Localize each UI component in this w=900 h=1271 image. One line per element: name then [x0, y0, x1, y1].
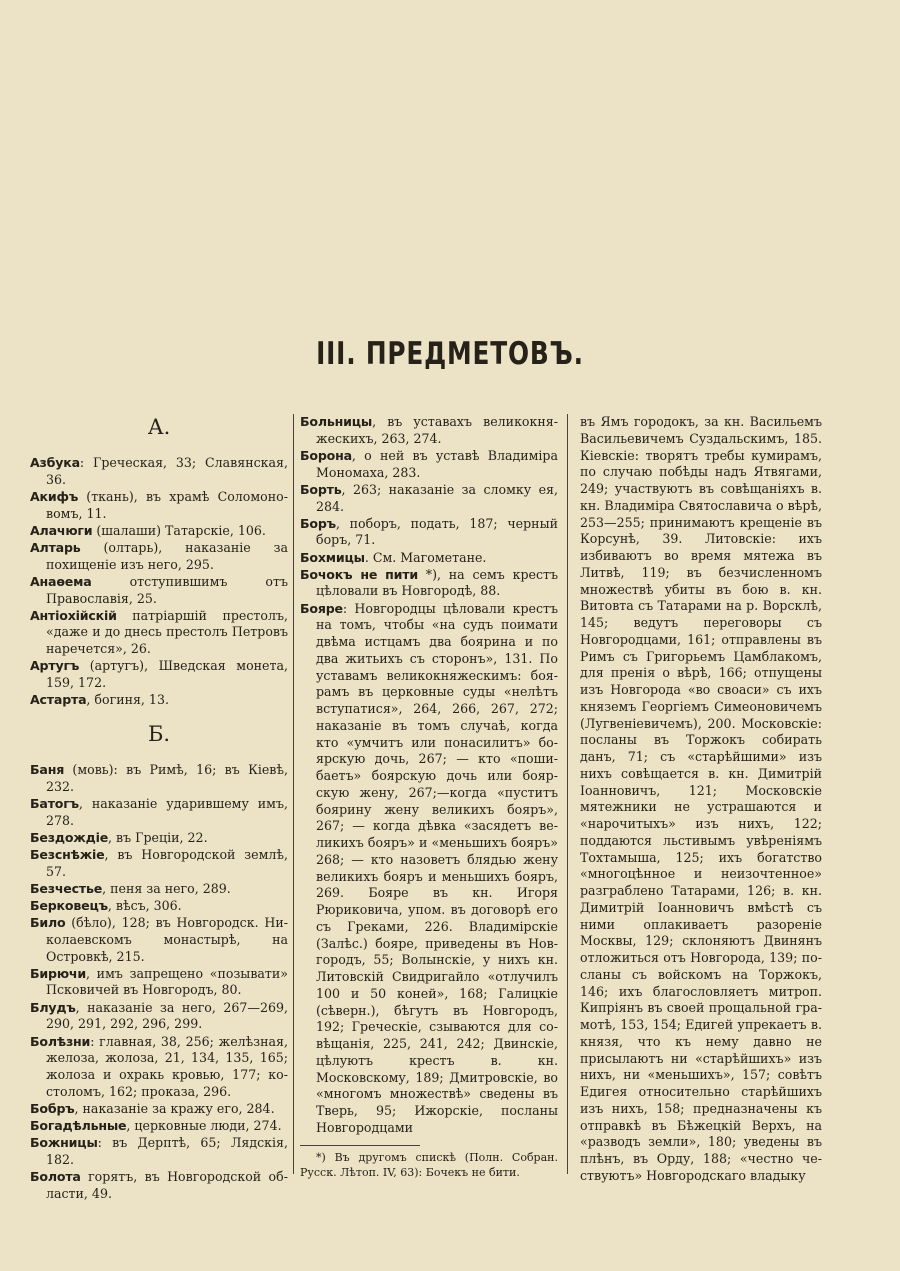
entry-text: : главная, 38, 256; желѣзная, желоза, жолоза, 21, 134, 135, 165; жолоза и охракь кровью, 177; костоломъ, 162; проказа, 296. [46, 1033, 288, 1099]
entry-term: Безснѣжіе [30, 846, 105, 862]
entry-term: Берковецъ [30, 897, 108, 913]
entry-text: , наказаніе за него, 267—269, 290, 291, 292, 296, 299. [46, 999, 288, 1032]
entry-term: Баня [30, 761, 65, 777]
entry-term: Блудъ [30, 999, 76, 1015]
entry-text: (шалаши) Татарскіе, 106. [92, 522, 266, 538]
index-entry [30, 1118, 288, 1135]
entry-text: (мовь): въ Римѣ, 16; въ Кіевѣ, 232. [46, 761, 288, 794]
entry-text: , церковные люди, 274. [126, 1118, 282, 1134]
index-entry [300, 482, 558, 516]
entry-text: горятъ, въ Новгородской области, 49. [46, 1169, 288, 1201]
index-entry [30, 540, 288, 574]
footnote-rule [300, 1145, 420, 1146]
section-letter-b: Б. [147, 721, 171, 746]
page-title: III. ПРЕДМЕТОВЪ. [316, 336, 584, 372]
index-entry [300, 567, 558, 601]
index-entry [30, 455, 288, 489]
entry-term: Бобръ [30, 1100, 75, 1116]
index-entry [30, 898, 288, 915]
entry-text: , имъ запрещено «позывати» Псковичей въ Новгородъ, 80. [46, 965, 288, 998]
index-entry [300, 601, 558, 1137]
entry-term: Бездождіе [30, 829, 109, 845]
index-entry [30, 1169, 288, 1203]
entry-text: , пеня за него, 289. [102, 880, 231, 896]
entry-term: Болота [30, 1169, 81, 1185]
index-entry [30, 1135, 288, 1169]
entry-text: , богиня, 13. [86, 692, 169, 708]
index-entry [300, 414, 558, 448]
entry-text: , въ Новгородской землѣ, 57. [46, 846, 288, 879]
index-entry [30, 574, 288, 608]
index-entry [30, 489, 288, 523]
entry-text: , въ уставахъ великокняжескихъ, 263, 274. [316, 414, 558, 446]
index-entry [30, 915, 288, 965]
entry-text: *), на семъ крестъ цѣловали въ Новгородѣ, 88. [316, 566, 558, 599]
index-entry [30, 966, 288, 1000]
footnote: *) Въ другомъ спискѣ (Полн. Собран. Русск. Лѣтоп. IV, 63): Бочекъ не бити. [300, 1150, 558, 1179]
entry-term: Бояре [300, 600, 343, 616]
entry-text: : въ Дерптѣ, 65; Лядскія, 182. [46, 1135, 288, 1167]
entry-term: Артугъ [30, 658, 80, 674]
index-entry [30, 796, 288, 830]
entry-text: (олтарь), наказаніе за похищеніе изъ него, 295. [46, 539, 288, 572]
entries-a [30, 455, 288, 709]
continued-entry: въ Ямъ городокъ, за кн. Васильемъ Васильевичемъ Суздальскимъ, 185. Кіевскіе: творятъ требы кумирамъ, по случаю побѣды надъ Ятвягами, 249; участвуютъ въ совѣщаніяхъ в. кн. Владиміра Святославича о вѣрѣ, 253—255; принимаютъ крещеніе въ Корсунѣ, 39. Литовскіе: ихъ избиваютъ во время мятежа въ Литвѣ, 119; въ безчисленномъ множествѣ убиты въ бою в. кн. Витовта съ Татарами на р. Ворсклѣ, 145; ведутъ переговоры съ Новгородцами, 161; отправлены въ Римъ съ Григорьемъ Цамблакомъ, для пренія о вѣрѣ, 166; отпущены изъ Новгорода «во своаси» съ ихъ княземъ Георгіемъ Симеоновичемъ (Лугвеніевичемъ), 200. Московскіе: посланы въ Торжокъ собирать данъ, 71; съ «старѣйшими» изъ нихъ совѣщается в. кн. Димитрій Іоанновичъ, 121; Московскіе мятежники не устрашаются и «нарочитыхъ» изъ нихъ, 122; поддаются льстивымъ увѣреніямъ Тохтамыша, 125; ихъ богатство «многоцѣнное и неизочтенное» разграблено Татарами, 126; в. кн. Димитрій Іоанновичъ вмѣстѣ съ ними оплакиваетъ разореніе Москвы, 129; склоняютъ Двинянъ отложиться отъ Новгорода, 139; посланы съ войскомъ на Торжокъ, 146; ихъ благословляетъ митроп. Кипріянъ въ своей прощальной грамотѣ, 153, 154; Едигей упрекаетъ в. князя, что къ нему давно не присылаютъ ни «старѣйшихъ» изъ нихъ, ни «меньшихъ», 157; совѣтъ Едигея относительно старѣйшихъ изъ нихъ, 158; предназначены къ отправкѣ въ Бѣжецкій Верхъ, на «разводъ земли», 180; уведены въ плѣнъ, въ Орду, 188; «честно чествуютъ» Новгородскаго владыку [580, 414, 822, 1183]
entry-term: Боръ [300, 515, 336, 531]
entry-term: Безчестье [30, 880, 103, 896]
index-entry [30, 847, 288, 881]
entry-text: , 263; наказаніе за сломку ея, 284. [316, 481, 558, 514]
entry-text: , въ Греціи, 22. [108, 829, 208, 845]
index-entry [30, 1000, 288, 1034]
index-entry [30, 762, 288, 796]
entry-term: Божницы [30, 1135, 98, 1151]
entry-text: (ткань), въ храмѣ Соломоновомъ, 11. [46, 488, 288, 521]
entry-term: Больницы [300, 414, 373, 429]
entry-term: Борона [300, 447, 352, 463]
entry-term: Било [30, 915, 66, 931]
entry-term: Алачюги [30, 522, 93, 538]
entry-term: Болѣзни [30, 1033, 91, 1049]
entry-term: Бирючи [30, 965, 86, 981]
entry-text: патріаршій престолъ, «даже и до днесь престолъ Петровъ наречется», 26. [46, 607, 288, 657]
entry-term: Азбука [30, 455, 80, 470]
column-divider-right [567, 414, 568, 1174]
entry-term: Анаѳема [30, 573, 92, 589]
index-entry [30, 608, 288, 658]
entry-text: , наказаніе ударившему имъ, 278. [46, 795, 288, 828]
column-left [30, 414, 288, 1203]
section-letter-a: А. [147, 415, 171, 439]
column-middle [300, 414, 558, 1180]
entry-term: Алтарь [30, 539, 81, 555]
index-entry [300, 516, 558, 550]
entry-term: Борть [300, 481, 342, 497]
entry-text: , поборъ, подать, 187; черный боръ, 71. [316, 515, 558, 548]
index-entry [300, 448, 558, 482]
entry-term: Антіохійскій [30, 607, 117, 623]
index-entry [30, 1034, 288, 1101]
column-divider-left [293, 414, 294, 1174]
entry-term: Бочокъ не пити [300, 566, 418, 582]
entry-text: (артугъ), Шведская монета, 159, 172. [46, 658, 288, 691]
entry-text: : Новгородцы цѣловали крестъ на томъ, чтобы «на судъ поимати двѣма истцамъ два боярина и по два житьихъ съ сторонъ», 131. По уставамъ великокняжескимъ: боярамъ въ церковные суды «нелѣтъ вступатися», 264, 266, 267, 272; наказаніе въ томъ случаѣ, когда кто «умчитъ или понасилитъ» боярскую дочь, 267; — кто «пошибаетъ» боярскую дочь или боярскую жену, 267;—когда «пуститъ боярину жену великихъ бояръ», 267; — когда дѣвка «засядетъ великихъ бояръ» и «меньшихъ бояръ» 268; — кто назоветъ блядью жену великихъ бояръ и меньшихъ бояръ, 269. Бояре въ кн. Игоря Рюриковича, упом. въ договорѣ его съ Греками, 226. Владимірскіе (Залѣс.) бояре, приведены въ Новгородъ, 55; Волынскіе, у нихъ кн. Литовскій Свидригайло «отлучилъ 100 и 50 коней», 168; Галицкіе (сѣверн.), бѣгутъ въ Новгородъ, 192; Греческіе, сзываются для совѣщанія, 225, 241, 242; Двинскіе, цѣлуютъ крестъ в. кн. Московскому, 189; Дмитровскіе, во «многомъ множествѣ» сведены въ Тверь, 95; Ижорскіе, посланы Новгородцами [316, 600, 558, 1135]
index-entry [30, 658, 288, 692]
index-entry [30, 692, 288, 709]
entry-text: , вѣсъ, 306. [107, 897, 182, 913]
column-right [580, 414, 822, 1185]
entry-text: . См. Магометане. [364, 549, 487, 565]
entries-b [30, 762, 288, 1203]
entry-term: Богадѣльные [30, 1118, 127, 1134]
entry-text: (бѣло), 128; въ Новгородск. Николаевскомъ монастырѣ, на Островкѣ, 215. [46, 915, 288, 964]
entry-term: Астарта [30, 692, 87, 708]
entries-c [300, 414, 558, 1137]
entry-text: , о ней въ уставѣ Владиміра Мономаха, 283. [316, 447, 558, 480]
entry-term: Бохмицы [300, 549, 365, 565]
entry-text: отступившимъ отъ Православія, 25. [46, 573, 288, 606]
entry-term: Акифъ [30, 488, 79, 504]
index-entry [300, 550, 558, 567]
index-entry [30, 881, 288, 898]
index-entry [30, 523, 288, 540]
index-entry [30, 1101, 288, 1118]
index-entry [30, 830, 288, 847]
entry-text: : Греческая, 33; Славянская, 36. [46, 455, 288, 487]
entry-text: , наказаніе за кражу его, 284. [74, 1100, 275, 1116]
entry-term: Батогъ [30, 795, 79, 811]
